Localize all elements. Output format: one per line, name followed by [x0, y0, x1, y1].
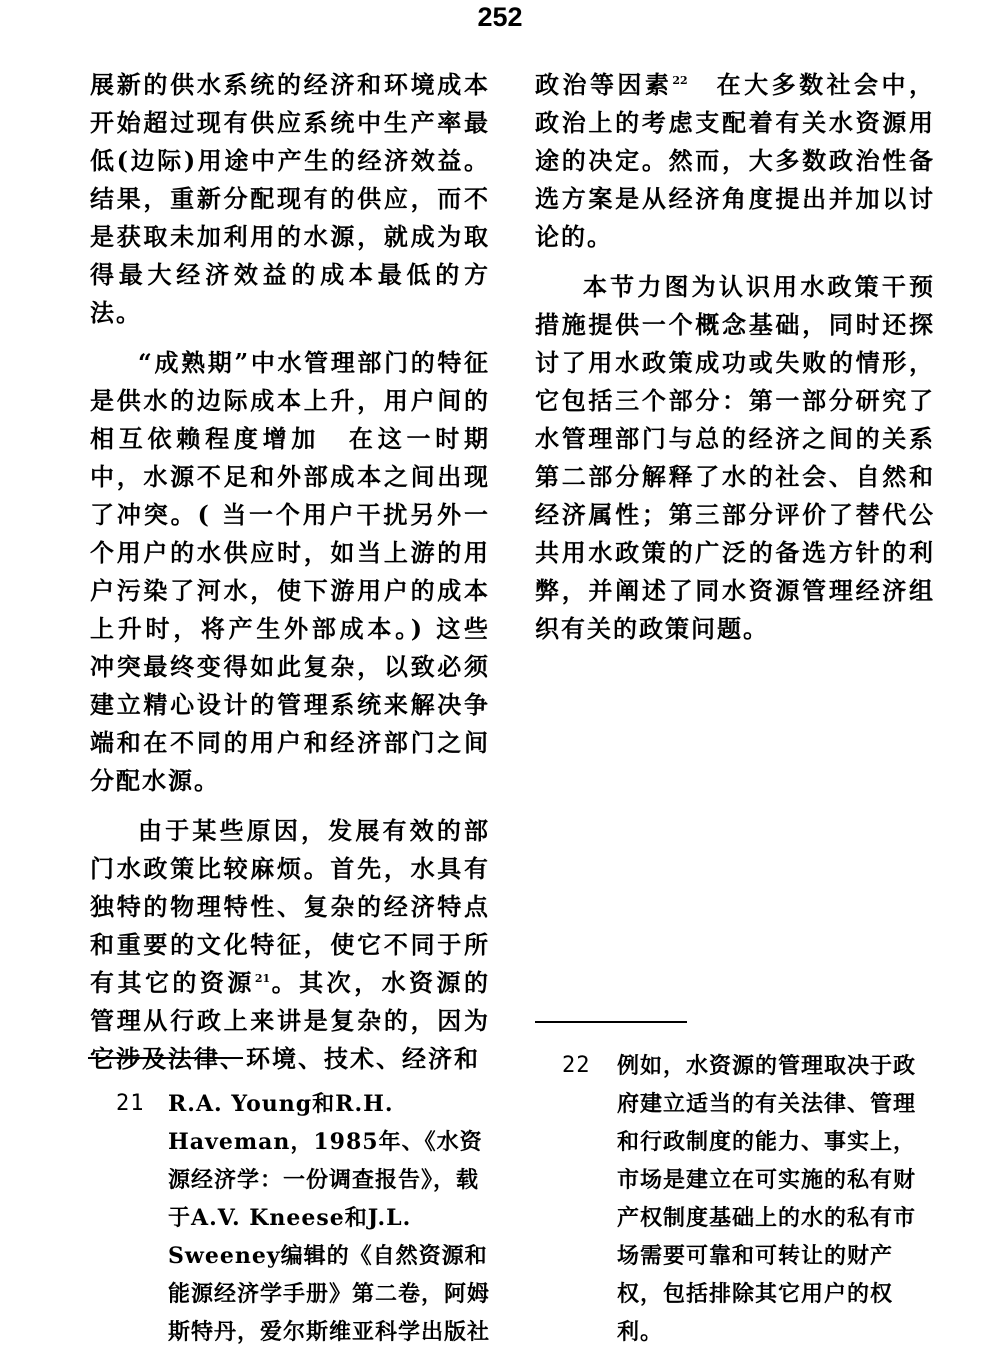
paragraph-text: 。其次，水资源的管理从行政上来讲是复杂的，因为它涉及法律、环境、技术、经济和: [90, 968, 491, 1073]
paragraph: “成熟期”中水管理部门的特征是供水的边际成本上升，用户间的相互依赖程度增加 在这一时期中，水源不足和外部成本之间出现了冲突。( 当一个用户干扰另外一个用户的水供应时，如当上游的用户污染了河水，使下游用户的成本上升时，将产生外部成本。) 这些冲突最终变得如此复杂，以致必须建立精心设计的管理系统来解决争端和在不同的用户和经济部门之间分配水源。: [90, 348, 490, 795]
paragraph: 展新的供水系统的经济和环境成本开始超过现有供应系统中生产率最低(边际)用途中产生的经济效益。结果，重新分配现有的供应，而不是获取未加利用的水源，就成为取得最大经济效益的成本最低的方法。: [90, 70, 490, 327]
left-column: [90, 66, 490, 1090]
right-column: [535, 66, 961, 660]
footnote-ref: 21: [254, 972, 271, 985]
footnote-text: 例如，水资源的管理取决于政府建立适当的有关法律、管理和行政制度的能力、事实上，市场是建立在可实施的私有财产权制度基础上的水的私有市场需要可靠和可转让的财产权，包括排除其它用户的权利。: [617, 1053, 917, 1345]
page-number: 252: [477, 2, 523, 32]
paragraph: [535, 66, 935, 256]
paragraph-text: 由于某些原因，发展有效的部门水政策比较麻烦。首先，水具有独特的物理特性、复杂的经济特点和重要的文化特征，使它不同于所有其它的资源: [90, 816, 490, 997]
footnote-number: 21: [116, 1091, 145, 1116]
footnote-divider: [88, 1057, 243, 1059]
footnote-number: 22: [562, 1053, 591, 1078]
paragraph-text: 政治等因素: [535, 70, 673, 99]
paragraph-text: 在大多数社会中，政治上的考虑支配着有关水资源用途的决定。然而，大多数政治性备选方案是从经济角度提出并加以讨论的。: [535, 70, 936, 251]
footnote-text: R.A. Young和R.H. Haveman，1985年、《水资源经济学：一份调查报告》，载于A.V. Kneese和J.L. Sweeney编辑的《自然资源和能源经济学手册》第二卷，阿姆斯特丹，爱尔斯维亚科学出版社: [168, 1091, 491, 1345]
paragraph: [90, 812, 490, 1078]
paragraph: 本节力图为认识用水政策干预措施提供一个概念基础，同时还探讨了用水政策成功或失败的情形，它包括三个部分：第一部分研究了水管理部门与总的经济之间的关系 第二部分解释了水的社会、自然和经济属性；第三部分评价了替代公共用水政策的广泛的备选方针的利弊，并阐述了同水资源管理经济组织有关的政策问题。: [535, 272, 961, 643]
footnote-ref: 22: [672, 74, 688, 87]
footnote-divider: [535, 1021, 687, 1023]
